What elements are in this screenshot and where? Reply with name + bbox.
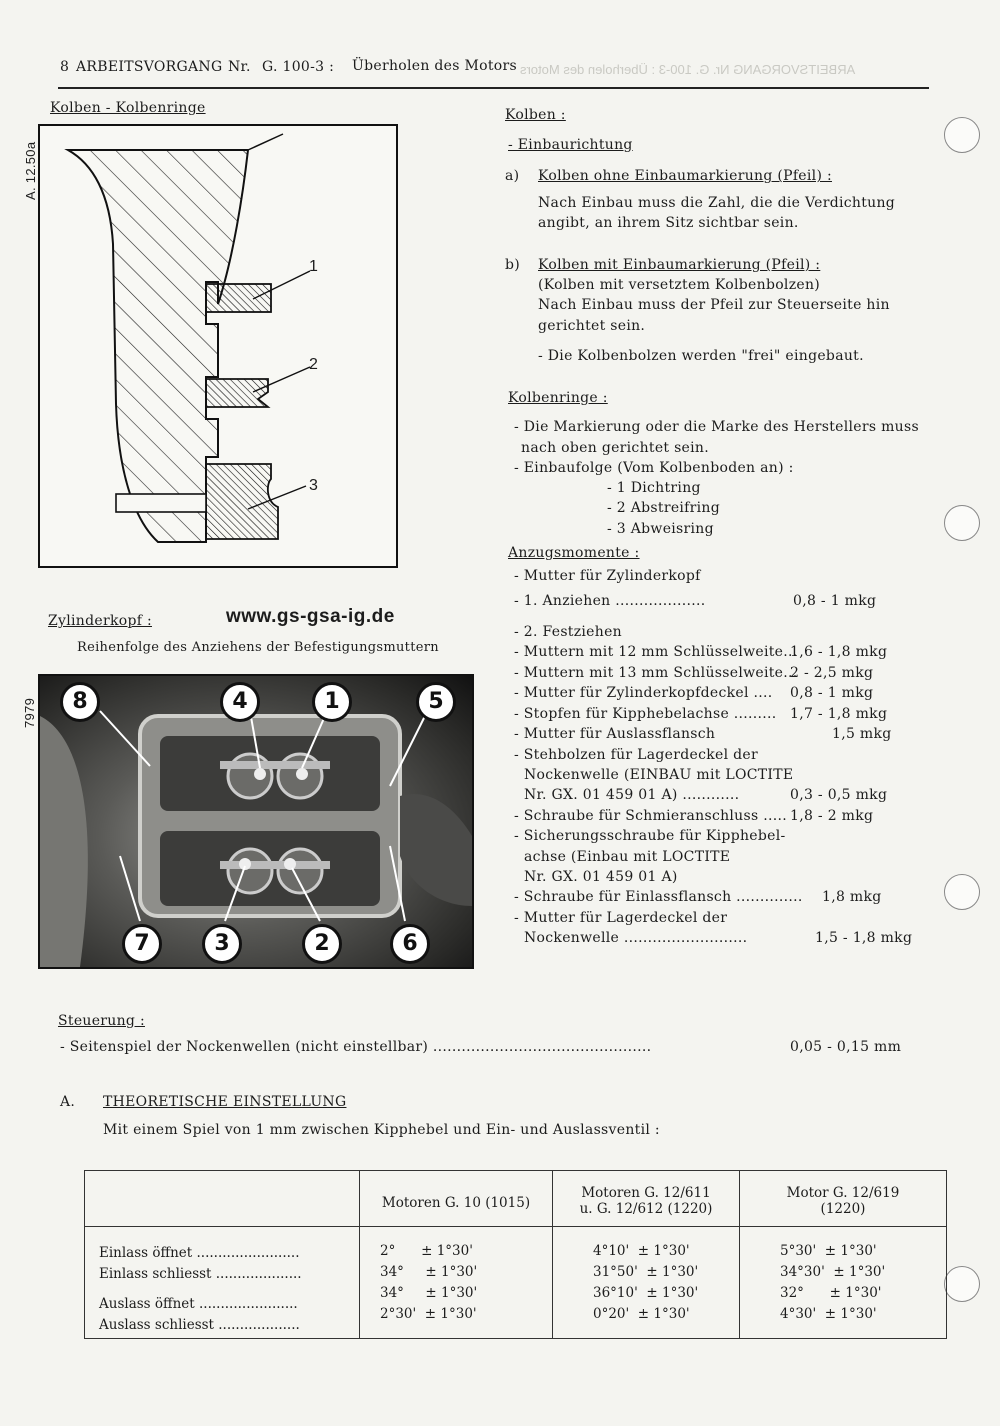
ring-order-item: - 3 Abweisring bbox=[607, 521, 714, 537]
torque-row-value: 1,6 - 1,8 mkg bbox=[790, 644, 888, 660]
lagerdeckel-text-1: - Mutter für Lagerdeckel der bbox=[514, 910, 728, 926]
table-row-label: Auslass schliesst ................... bbox=[99, 1316, 300, 1333]
page-number: 8 bbox=[60, 59, 70, 75]
table-header-cell bbox=[553, 1171, 740, 1227]
torque-first-tightening: - 1. Anziehen ................... bbox=[514, 593, 706, 609]
ring-label-2: 2 bbox=[309, 356, 319, 373]
header-title-sub: Überholen des Motors bbox=[352, 58, 517, 74]
steuerung-title: Steuerung : bbox=[58, 1013, 145, 1029]
table-row-label: Auslass öffnet ....................... bbox=[99, 1296, 298, 1312]
stehbolzen-text-2: Nockenwelle (EINBAU mit LOCTITE bbox=[524, 767, 794, 783]
table-row-label: Einlass schliesst .................... bbox=[99, 1265, 302, 1282]
item-a-text-2: angibt, an ihrem Sitz sichtbar sein. bbox=[538, 215, 799, 231]
sicherung-text-3: Nr. GX. 01 459 01 A) bbox=[524, 869, 678, 885]
einbaurichtung-heading: - Einbaurichtung bbox=[508, 137, 633, 153]
steuerung-value: 0,05 - 0,15 mm bbox=[790, 1039, 902, 1055]
table-col-g12-619 bbox=[740, 1227, 947, 1339]
table-header-cell bbox=[360, 1171, 553, 1227]
stehbolzen-text-3: Nr. GX. 01 459 01 A) ............ bbox=[524, 787, 740, 803]
table-cell: 4°30' ± 1°30' bbox=[780, 1306, 877, 1322]
lagerdeckel-value: 1,5 - 1,8 mkg bbox=[815, 930, 913, 946]
tightening-order-caption: Reihenfolge des Anziehens der Befestigungsmuttern bbox=[77, 640, 439, 655]
table-cell: 36°10' ± 1°30' bbox=[593, 1285, 699, 1301]
item-b-title: Kolben mit Einbaumarkierung (Pfeil) : bbox=[538, 257, 821, 273]
bolt-number-6: 6 bbox=[390, 924, 430, 964]
header-g12-619-sub: (1220) bbox=[820, 1201, 866, 1217]
torque-final-tightening: - 2. Festziehen bbox=[514, 624, 622, 640]
ring-order-item: - 2 Abstreifring bbox=[607, 500, 721, 516]
anzugsmomente-title: Anzugsmomente : bbox=[508, 545, 640, 561]
table-col-g12-611 bbox=[553, 1227, 740, 1339]
item-b-text-4: - Die Kolbenbolzen werden "frei" eingebaut. bbox=[538, 348, 864, 364]
item-b-text-1: (Kolben mit versetztem Kolbenbolzen) bbox=[538, 277, 821, 293]
item-b-text-2: Nach Einbau muss der Pfeil zur Steuerseite hin bbox=[538, 297, 890, 313]
torque-row-value: 0,8 - 1 mkg bbox=[790, 685, 874, 701]
ring-order-item: - 1 Dichtring bbox=[607, 480, 701, 496]
table-col-g10 bbox=[360, 1227, 553, 1339]
torque-row-label: - Mutter für Zylinderkopfdeckel .... bbox=[514, 685, 773, 701]
table-cell: 4°10' ± 1°30' bbox=[593, 1243, 690, 1259]
sicherung-text-2: achse (Einbau mit LOCTITE bbox=[524, 849, 731, 865]
binder-hole bbox=[944, 117, 980, 153]
header-g10: Motoren G. 10 (1015) bbox=[381, 1195, 531, 1211]
torque-row-label: - Muttern mit 13 mm Schlüsselweite... bbox=[514, 665, 798, 681]
kolbenringe-title: Kolbenringe : bbox=[508, 390, 608, 406]
table-cell: 5°30' ± 1°30' bbox=[780, 1243, 877, 1259]
item-a-title: Kolben ohne Einbaumarkierung (Pfeil) : bbox=[538, 168, 832, 184]
header-g12-611: Motoren G. 12/611 bbox=[581, 1185, 711, 1201]
binder-hole bbox=[944, 1266, 980, 1302]
torque-first-tightening-value: 0,8 - 1 mkg bbox=[793, 593, 877, 609]
header-g12-619: Motor G. 12/619 bbox=[786, 1185, 900, 1201]
table-corner-cell bbox=[85, 1171, 360, 1227]
torque-row-value: 1,7 - 1,8 mkg bbox=[790, 706, 888, 722]
schmieranschluss-label: - Schraube für Schmieranschluss ..... bbox=[514, 808, 787, 824]
ring-label-1: 1 bbox=[309, 258, 319, 275]
table-cell: 34° ± 1°30' bbox=[380, 1264, 478, 1280]
table-cell: 34°30' ± 1°30' bbox=[780, 1264, 886, 1280]
header-g12-611-sub: u. G. 12/612 (1220) bbox=[579, 1201, 713, 1217]
cylinder-head-photo bbox=[38, 674, 474, 969]
ring-label-3: 3 bbox=[309, 477, 319, 494]
kolbenringe-text-3: - Einbaufolge (Vom Kolbenboden an) : bbox=[514, 460, 794, 476]
binder-hole bbox=[944, 874, 980, 910]
binder-hole bbox=[944, 505, 980, 541]
table-cell: 2°30' ± 1°30' bbox=[380, 1306, 477, 1322]
table-cell: 34° ± 1°30' bbox=[380, 1285, 478, 1301]
item-a-marker: a) bbox=[505, 168, 520, 184]
einlassflansch-label: - Schraube für Einlassflansch .............. bbox=[514, 889, 803, 905]
zylinderkopf-heading: Zylinderkopf : bbox=[48, 613, 152, 629]
bolt-number-3: 3 bbox=[202, 924, 242, 964]
item-b-text-3: gerichtet sein. bbox=[538, 318, 646, 334]
valve-timing-table bbox=[84, 1170, 947, 1339]
stehbolzen-text-1: - Stehbolzen für Lagerdeckel der bbox=[514, 747, 758, 763]
kolbenringe-text-1: - Die Markierung oder die Marke des Herstellers muss bbox=[514, 419, 919, 435]
table-cell: 2° ± 1°30' bbox=[380, 1243, 473, 1259]
torque-row-value: 2 - 2,5 mkg bbox=[790, 665, 874, 681]
table-row-label: Einlass öffnet ........................ bbox=[99, 1245, 300, 1261]
stehbolzen-value: 0,3 - 0,5 mkg bbox=[790, 787, 888, 803]
torque-row-label: - Mutter für Auslassflansch bbox=[514, 726, 716, 742]
header-nr-value: G. 100-3 : bbox=[262, 59, 335, 75]
table-cell: 31°50' ± 1°30' bbox=[593, 1264, 699, 1280]
torque-row-label: - Stopfen für Kipphebelachse ......... bbox=[514, 706, 777, 722]
item-b-marker: b) bbox=[505, 257, 521, 273]
sicherung-text-1: - Sicherungsschraube für Kipphebel- bbox=[514, 828, 786, 844]
lagerdeckel-text-2: Nockenwelle .......................... bbox=[524, 930, 748, 946]
torque-row-value: 1,5 mkg bbox=[832, 726, 892, 742]
section-marker-a: A. bbox=[60, 1094, 76, 1110]
piston-ring-diagram bbox=[38, 124, 398, 570]
kolbenringe-text-2: nach oben gerichtet sein. bbox=[521, 440, 709, 456]
bolt-number-7: 7 bbox=[122, 924, 162, 964]
theoretische-title: THEORETISCHE EINSTELLUNG bbox=[103, 1094, 347, 1110]
einlassflansch-value: 1,8 mkg bbox=[822, 889, 882, 905]
item-a-text-1: Nach Einbau muss die Zahl, die die Verdichtung bbox=[538, 195, 896, 211]
table-cell: 32° ± 1°30' bbox=[780, 1285, 882, 1301]
kolben-section-heading: Kolben - Kolbenringe bbox=[50, 100, 206, 116]
header-rule bbox=[58, 87, 929, 89]
bolt-number-4: 4 bbox=[220, 682, 260, 722]
header-nr-label: Nr. bbox=[228, 59, 251, 75]
website-watermark: www.gs-gsa-ig.de bbox=[226, 606, 395, 627]
steuerung-text: - Seitenspiel der Nockenwellen (nicht einstellbar) .............................................. bbox=[60, 1039, 652, 1055]
header-title-main: ARBEITSVORGANG bbox=[76, 59, 223, 75]
figure-reference: A. 12.50a bbox=[23, 141, 38, 200]
table-cell: 0°20' ± 1°30' bbox=[593, 1306, 690, 1322]
table-header-cell bbox=[740, 1171, 947, 1227]
theoretische-intro: Mit einem Spiel von 1 mm zwischen Kipphebel und Ein- und Auslassventil : bbox=[103, 1122, 660, 1138]
torque-zylinderkopf-heading: - Mutter für Zylinderkopf bbox=[514, 568, 701, 584]
bolt-number-2: 2 bbox=[302, 924, 342, 964]
table-row-labels bbox=[85, 1227, 360, 1339]
photo-reference: 7979 bbox=[22, 697, 37, 728]
bolt-number-1: 1 bbox=[312, 682, 352, 722]
bleed-through-header: ARBEITSVORGANG Nr. G. 100-3 : Überholen des Motors bbox=[520, 62, 856, 77]
bolt-number-5: 5 bbox=[416, 682, 456, 722]
torque-row-label: - Muttern mit 12 mm Schlüsselweite... bbox=[514, 644, 798, 660]
schmieranschluss-value: 1,8 - 2 mkg bbox=[790, 808, 874, 824]
kolben-title: Kolben : bbox=[505, 107, 566, 123]
bolt-number-8: 8 bbox=[60, 682, 100, 722]
